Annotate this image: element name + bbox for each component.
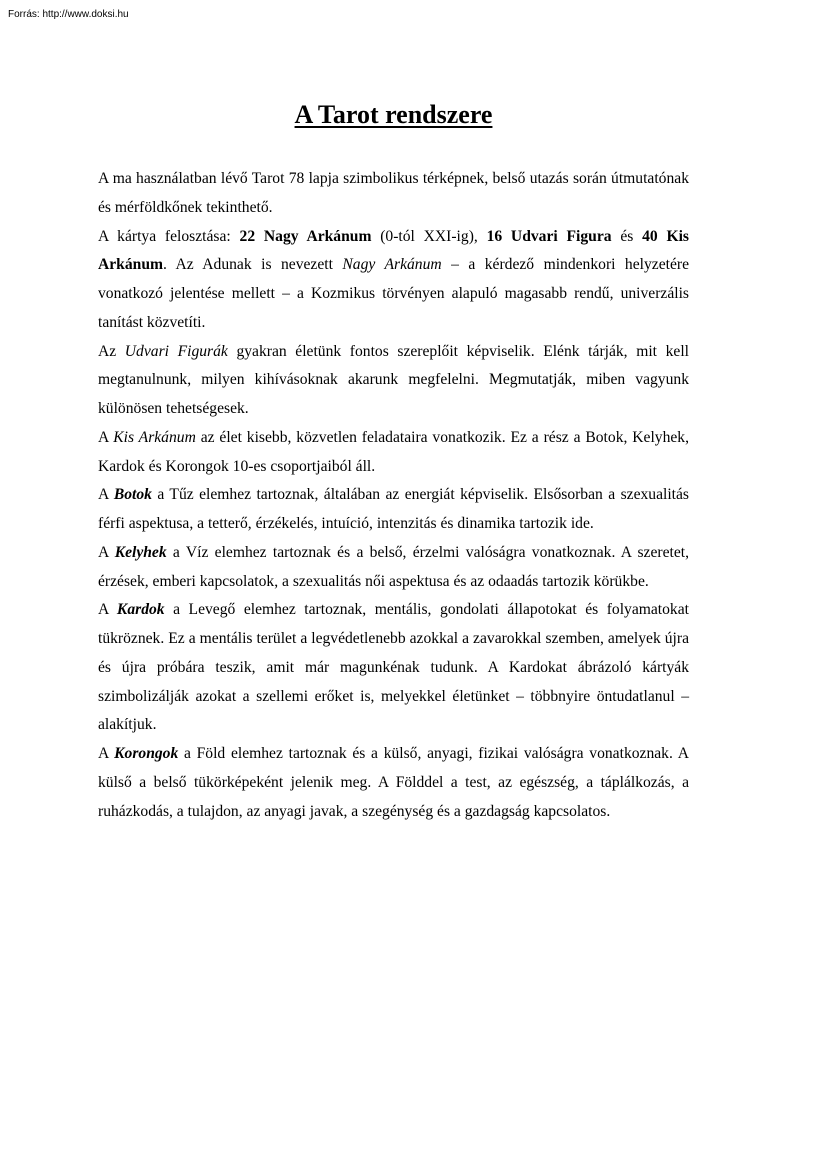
paragraph-intro <box>98 165 689 223</box>
paragraph-minor-arcana <box>98 424 689 482</box>
court-figures-count: 16 Udvari Figura <box>486 227 612 245</box>
paragraph-court-figures <box>98 338 689 424</box>
paragraph-pentacles <box>98 740 689 826</box>
term-pentacles: Korongok <box>114 745 179 762</box>
source-note: Forrás: http://www.doksi.hu <box>8 9 129 20</box>
paragraph-text: az élet kisebb, közvetlen feladataira vonatkozik. Ez a rész a Botok, Kelyhek, Kardok és Korongok 10-es csoportjaiból áll. <box>98 428 689 475</box>
term-court-figures: Udvari Figurák <box>124 342 228 360</box>
paragraph-card-division <box>98 223 689 338</box>
paragraph-wands <box>98 481 689 539</box>
paragraph-text: (0-tól XXI-ig), <box>371 227 487 245</box>
paragraph-text: a Tűz elemhez tartoznak, általában az energiát képviselik. Elsősorban a szexualitás férfi aspektusa, a tetterő, érzékelés, intuíció, intenzitás és dinamika tartozik ide. <box>98 486 689 532</box>
term-major-arcana: Nagy Arkánum <box>342 256 442 274</box>
paragraph-text: A <box>98 543 115 561</box>
term-swords: Kardok <box>116 601 165 619</box>
term-minor-arcana: Kis Arkánum <box>113 428 196 446</box>
paragraph-text: gyakran életünk fontos szereplőit képviselik. Elénk tárják, mit kell megtanulnunk, milyen kihívásoknak akarunk megfelelni. Megmutatják, miben vagyunk különösen tehetségesek. <box>98 342 689 417</box>
page-title: A Tarot rendszere <box>294 100 493 129</box>
major-arcana-count: 22 Nagy Arkánum <box>239 227 372 245</box>
minor-arcana-count: 40 Kis Arkánum <box>98 227 689 274</box>
paragraph-text: A <box>98 601 117 619</box>
paragraph-text: Az <box>98 342 125 360</box>
paragraph-text: A <box>98 428 114 446</box>
term-cups: Kelyhek <box>114 543 167 561</box>
document-body <box>98 165 689 826</box>
term-wands: Botok <box>113 486 152 504</box>
paragraph-text: a Víz elemhez tartoznak és a belső, érzelmi valóságra vonatkoznak. A szeretet, érzések, emberi kapcsolatok, a szexualitás női aspektusa és az odaadás tartozik körükbe. <box>98 543 689 590</box>
paragraph-text: – a kérdező mindenkori helyzetére vonatkozó jelentése mellett – a Kozmikus törvényen alapuló magasabb rendű, univerzális tanítást közvetíti. <box>98 256 689 331</box>
paragraph-text: A kártya felosztása: <box>98 227 240 245</box>
paragraph-text: a Föld elemhez tartoznak és a külső, anyagi, fizikai valóságra vonatkoznak. A külső a belső tükörképeként jelenik meg. A Földdel a test, az egészség, a táplálkozás, a ruházkodás, a tulajdon, az anyagi javak, a szegénység és a gazdagság kapcsolatos. <box>98 745 689 820</box>
paragraph-cups <box>98 539 689 597</box>
paragraph-text: és <box>611 227 643 245</box>
paragraph-swords <box>98 596 689 740</box>
paragraph-text: . Az Adunak is nevezett <box>163 256 343 274</box>
paragraph-text: A <box>98 745 115 762</box>
paragraph-text: A ma használatban lévő Tarot 78 lapja szimbolikus térképnek, belső utazás során útmutatónak és mérföldkőnek tekinthető. <box>98 170 689 216</box>
paragraph-text: a Levegő elemhez tartoznak, mentális, gondolati állapotokat és folyamatokat tükröznek. Ez a mentális terület a legvédetlenebb azokkal a zavarokkal szemben, amelyek újra és újra próbára teszik, amit már magunkénak tudunk. A Kardokat ábrázoló kártyák szimbolizálják azokat a szellemi erőket is, melyekkel életünket – többnyire öntudatlanul – alakítjuk. <box>98 601 689 734</box>
paragraph-text: A <box>98 486 114 504</box>
